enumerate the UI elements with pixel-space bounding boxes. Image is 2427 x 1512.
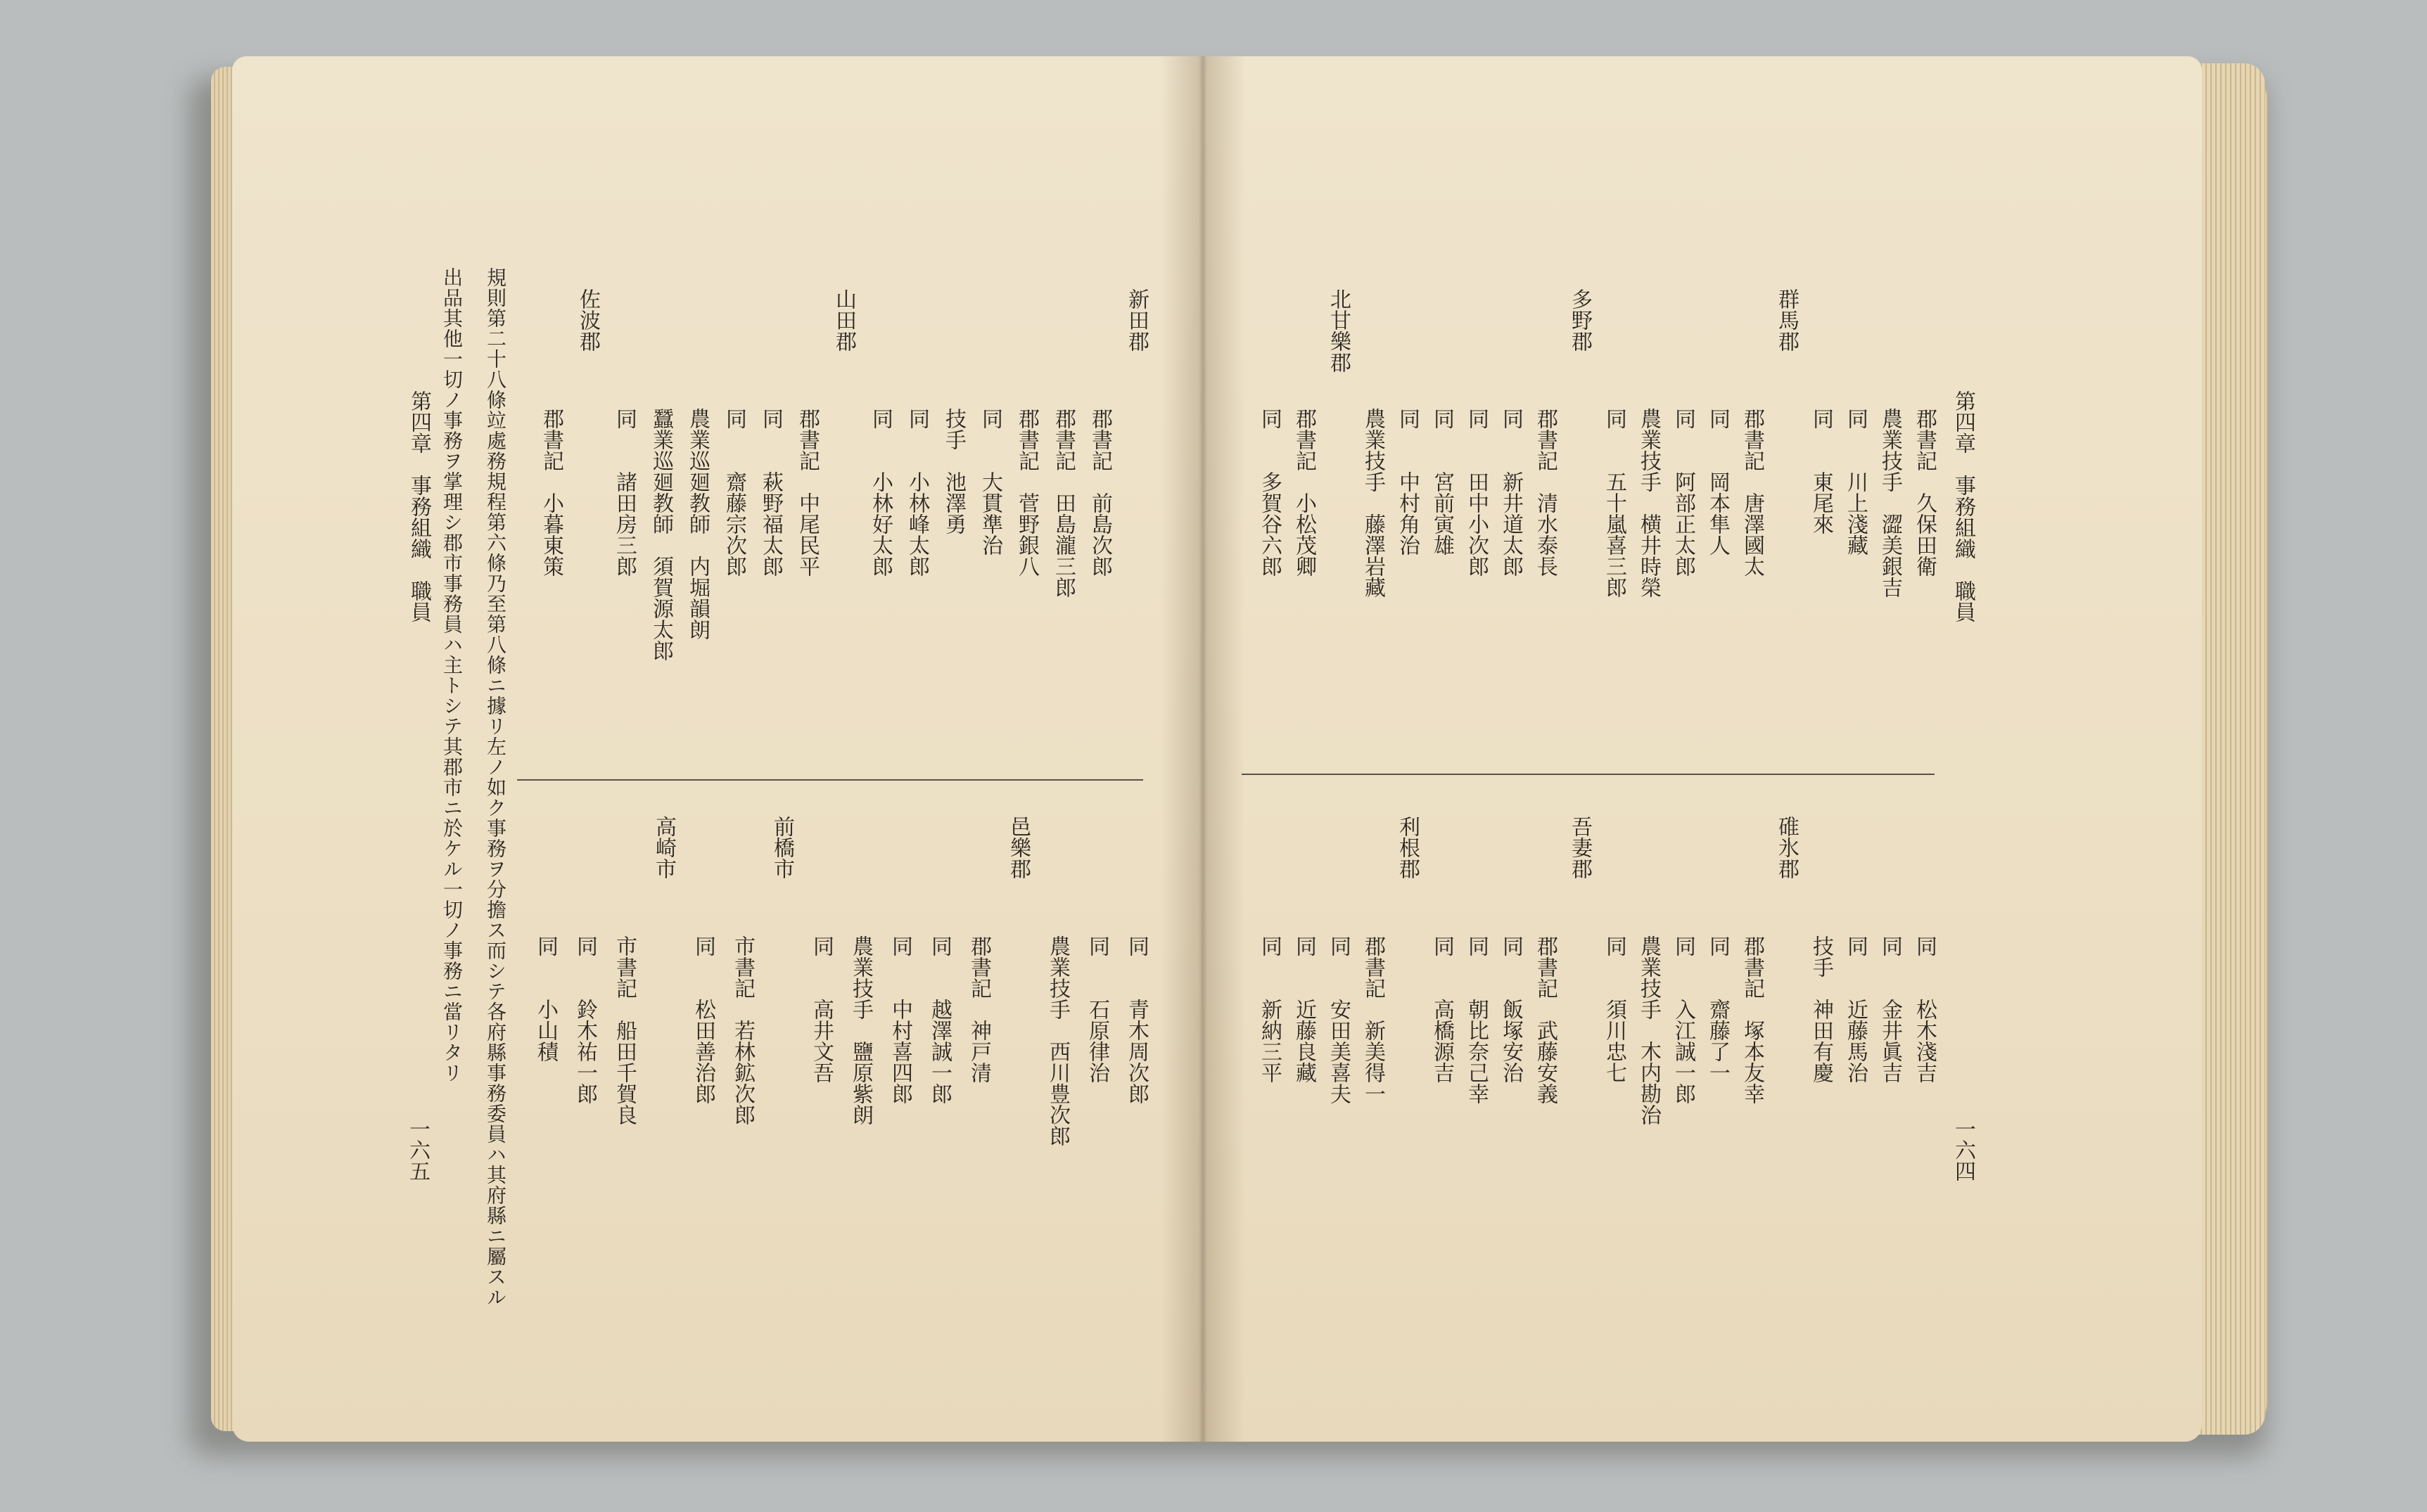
district-heading: 山田郡 <box>832 288 856 352</box>
staff-entry: 農業技手 澀美銀吉 <box>1878 408 1902 598</box>
staff-entry: 同 諸田房三郎 <box>612 408 637 577</box>
staff-entry: 同 中村角治 <box>1395 408 1420 556</box>
staff-entry: 郡書記 小暮東策 <box>539 408 563 577</box>
district-heading: 利根郡 <box>1395 816 1420 879</box>
staff-entry: 同 石原律治 <box>1085 935 1109 1083</box>
staff-entry: 農業技手 西川豊次郎 <box>1045 935 1070 1146</box>
staff-entry: 同 朝比奈己幸 <box>1464 935 1489 1104</box>
staff-entry: 同 萩野福太郎 <box>758 408 783 577</box>
staff-entry: 郡書記 田島瀧三郎 <box>1051 408 1076 598</box>
right-page-number: 一六四 <box>1951 1118 1975 1181</box>
district-heading: 佐波郡 <box>575 288 600 352</box>
staff-entry: 同 安田美喜夫 <box>1326 935 1351 1104</box>
staff-entry: 同 飯塚安治 <box>1498 935 1523 1083</box>
staff-entry: 同 岡本隼人 <box>1705 408 1730 556</box>
staff-entry: 蠶業巡廻教師 須賀源太郎 <box>649 408 673 661</box>
staff-entry: 同 小林好太郎 <box>868 408 893 577</box>
staff-entry: 農業技手 木内勘治 <box>1636 935 1661 1125</box>
district-heading: 高崎市 <box>651 816 676 879</box>
staff-entry: 同 田中小次郎 <box>1464 408 1489 577</box>
staff-entry: 郡書記 中尾民平 <box>795 408 820 577</box>
district-heading: 新田郡 <box>1124 288 1149 352</box>
left-page <box>232 56 1203 1442</box>
staff-entry: 同 青木周次郎 <box>1124 935 1149 1104</box>
staff-entry: 同 五十嵐喜三郎 <box>1602 408 1626 598</box>
staff-entry: 同 中村喜四郎 <box>888 935 912 1104</box>
staff-entry: 同 越澤誠一郎 <box>927 935 952 1104</box>
district-heading: 吾妻郡 <box>1567 816 1592 879</box>
staff-entry: 同 新井道太郎 <box>1498 408 1523 577</box>
staff-entry: 同 大貫準治 <box>978 408 1002 556</box>
staff-entry: 同 須川忠七 <box>1602 935 1626 1083</box>
staff-entry: 同 阿部正太郎 <box>1671 408 1695 577</box>
left-page-number: 一六五 <box>405 1118 430 1181</box>
left-section-divider <box>517 779 1143 781</box>
staff-entry: 同 小林峰太郎 <box>905 408 929 577</box>
staff-entry: 郡書記 前島次郎 <box>1088 408 1112 577</box>
left-body-line-1: 規則第二十八條竝處務規程第六條乃至第八條ニ據リ左ノ如ク事務ヲ分擔ス而シテ各府縣事務委員ハ其府縣ニ屬スル <box>484 267 507 1307</box>
staff-entry: 同 松木淺吉 <box>1912 935 1937 1083</box>
staff-entry: 郡書記 菅野銀八 <box>1014 408 1039 577</box>
staff-entry: 市書記 若林鉱次郎 <box>730 935 755 1125</box>
right-page <box>1203 56 2202 1442</box>
staff-entry: 郡書記 清水泰長 <box>1533 408 1558 577</box>
staff-entry: 郡書記 小松茂卿 <box>1292 408 1316 577</box>
staff-entry: 同 近藤良藏 <box>1292 935 1316 1083</box>
staff-entry: 同 高井文吾 <box>809 935 834 1083</box>
staff-entry: 市書記 船田千賀良 <box>612 935 637 1125</box>
district-heading: 北甘樂郡 <box>1326 288 1351 373</box>
left-body-line-2: 出品其他一切ノ事務ヲ掌理シ郡市事務員ハ主トシテ其郡市ニ於ケル一切ノ事務ニ當リタリ <box>440 267 464 1083</box>
staff-entry: 同 東尾來 <box>1809 408 1833 534</box>
staff-entry: 郡書記 新美得一 <box>1361 935 1385 1104</box>
district-heading: 碓氷郡 <box>1774 816 1799 879</box>
staff-entry: 同 小山積 <box>533 935 558 1062</box>
left-page-header: 第四章 事務組織 職員 <box>407 390 431 622</box>
staff-entry: 同 齋藤了一 <box>1705 935 1730 1083</box>
staff-entry: 郡書記 久保田衛 <box>1912 408 1937 577</box>
staff-entry: 同 川上淺藏 <box>1843 408 1868 556</box>
staff-entry: 技手 神田有慶 <box>1809 935 1833 1083</box>
right-page-header: 第四章 事務組織 職員 <box>1951 390 1975 622</box>
staff-entry: 同 鈴木祐一郎 <box>573 935 597 1104</box>
district-heading: 前橋市 <box>770 816 794 879</box>
staff-entry: 同 新納三平 <box>1257 935 1282 1083</box>
staff-entry: 同 金井眞吉 <box>1878 935 1902 1083</box>
district-heading: 多野郡 <box>1567 288 1592 352</box>
right-section-divider <box>1242 774 1935 775</box>
staff-entry: 郡書記 武藤安義 <box>1533 935 1558 1104</box>
staff-entry: 技手 池澤勇 <box>941 408 966 534</box>
staff-entry: 同 入江誠一郎 <box>1671 935 1695 1104</box>
district-heading: 群馬郡 <box>1774 288 1799 352</box>
staff-entry: 同 松田善治郎 <box>691 935 715 1104</box>
staff-entry: 同 齋藤宗次郎 <box>722 408 746 577</box>
staff-entry: 農業技手 横井時榮 <box>1636 408 1661 598</box>
staff-entry: 同 近藤馬治 <box>1843 935 1868 1083</box>
staff-entry: 郡書記 神戸清 <box>967 935 991 1083</box>
staff-entry: 郡書記 塚本友幸 <box>1740 935 1764 1104</box>
staff-entry: 同 多賀谷六郎 <box>1257 408 1282 577</box>
staff-entry: 同 宮前寅雄 <box>1429 408 1454 556</box>
staff-entry: 同 高橋源吉 <box>1429 935 1454 1083</box>
staff-entry: 農業巡廻教師 内堀韻朗 <box>685 408 710 640</box>
staff-entry: 郡書記 唐澤國太 <box>1740 408 1764 577</box>
district-heading: 邑樂郡 <box>1006 816 1031 879</box>
staff-entry: 農業技手 鹽原紫朗 <box>848 935 873 1125</box>
book-gutter <box>1161 56 1245 1442</box>
staff-entry: 農業技手 藤澤岩藏 <box>1361 408 1385 598</box>
